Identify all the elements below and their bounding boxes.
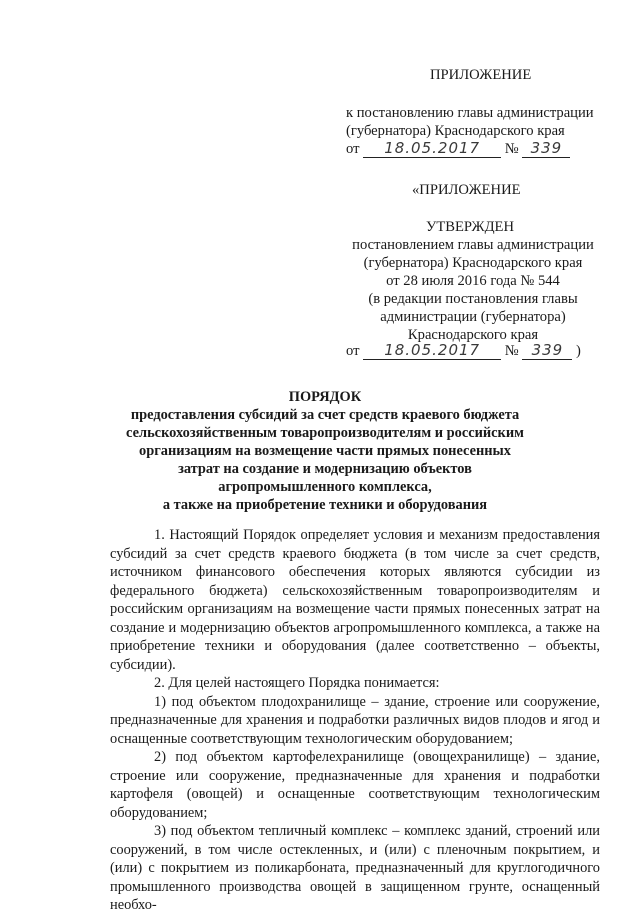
close-paren: ) [576, 343, 581, 359]
approved-label: УТВЕРЖДЕН [426, 219, 514, 235]
title-line-4: затрат на создание и модернизацию объектов [178, 461, 472, 477]
document-body [110, 526, 600, 915]
title-line-3: организациям на возмещение части прямых понесенных [139, 443, 511, 459]
handwritten-number: 339 [522, 341, 572, 360]
governor-line: (губернатора) Краснодарского края [346, 123, 565, 139]
approval-line-3: от 28 июля 2016 года № 544 [386, 273, 560, 289]
handwritten-date: 18.05.2017 [363, 341, 501, 360]
number-label: № [504, 343, 519, 359]
approval-line-5: администрации (губернатора) [380, 309, 566, 325]
title-line-2: сельскохозяйственным товаропроизводителям и российским [126, 425, 524, 441]
appendix-quoted: «ПРИЛОЖЕНИЕ [412, 182, 521, 198]
document-title: ПОРЯДОК [288, 389, 362, 405]
handwritten-number: 339 [522, 139, 570, 158]
approval-line-1: постановлением главы администрации [352, 237, 594, 253]
title-line-6: а также на приобретение техники и оборудования [162, 497, 488, 513]
paragraph-2: 2. Для целей настоящего Порядка понимается: [154, 675, 440, 691]
approval-date-number-line [346, 341, 581, 360]
paragraph-5: 3) под объектом тепличный комплекс – комплекс зданий, строений или сооружений, в том числе остекленных, и (или) с пленочным покрытием, и (или) с покрытием из поликарбоната, предназначенный для круглогодичного промышленного производства овощей в защищенном грунте, оснащенный необхо- [110, 823, 600, 913]
approval-line-6: Краснодарского края [407, 327, 539, 343]
appendix-label: ПРИЛОЖЕНИЕ [430, 67, 532, 83]
approval-line-2: (губернатора) Краснодарского края [363, 255, 583, 271]
title-line-5: агропромышленного комплекса, [218, 479, 432, 495]
date-number-line [346, 139, 570, 158]
paragraph-1: 1. Настоящий Порядок определяет условия и механизм предоставления субсидий за счет средств краевого бюджета (в том числе за счет средств, источником финансового обеспечения которых являются субсидии из федерального бюджета) сельскохозяйственным товаропроизводителям и российским организациям на возмещение части прямых понесенных затрат на создание и модернизацию объектов агропромышленного комплекса, а также на приобретение техники и оборудования (далее соответственно – объекты, субсидии). [110, 527, 600, 673]
from-label: от [346, 343, 360, 359]
paragraph-3: 1) под объектом плодохранилище – здание, строение или сооружение, предназначенные для хранения и подработки различных видов плодов и ягод и оснащенные соответствующим технологическим оборудованием; [110, 693, 600, 747]
handwritten-date: 18.05.2017 [363, 139, 501, 158]
from-label: от [346, 141, 360, 157]
resolution-line: к постановлению главы администрации [346, 105, 594, 121]
number-label: № [504, 141, 519, 157]
approval-line-4: (в редакции постановления главы [368, 291, 578, 307]
title-line-1: предоставления субсидий за счет средств краевого бюджета [130, 407, 520, 423]
paragraph-4: 2) под объектом картофелехранилище (овощехранилище) – здание, строение или сооружение, предназначенные для хранения и подработки картофеля (овощей) и оснащенные соответствующим технологическим оборудованием; [110, 749, 600, 821]
